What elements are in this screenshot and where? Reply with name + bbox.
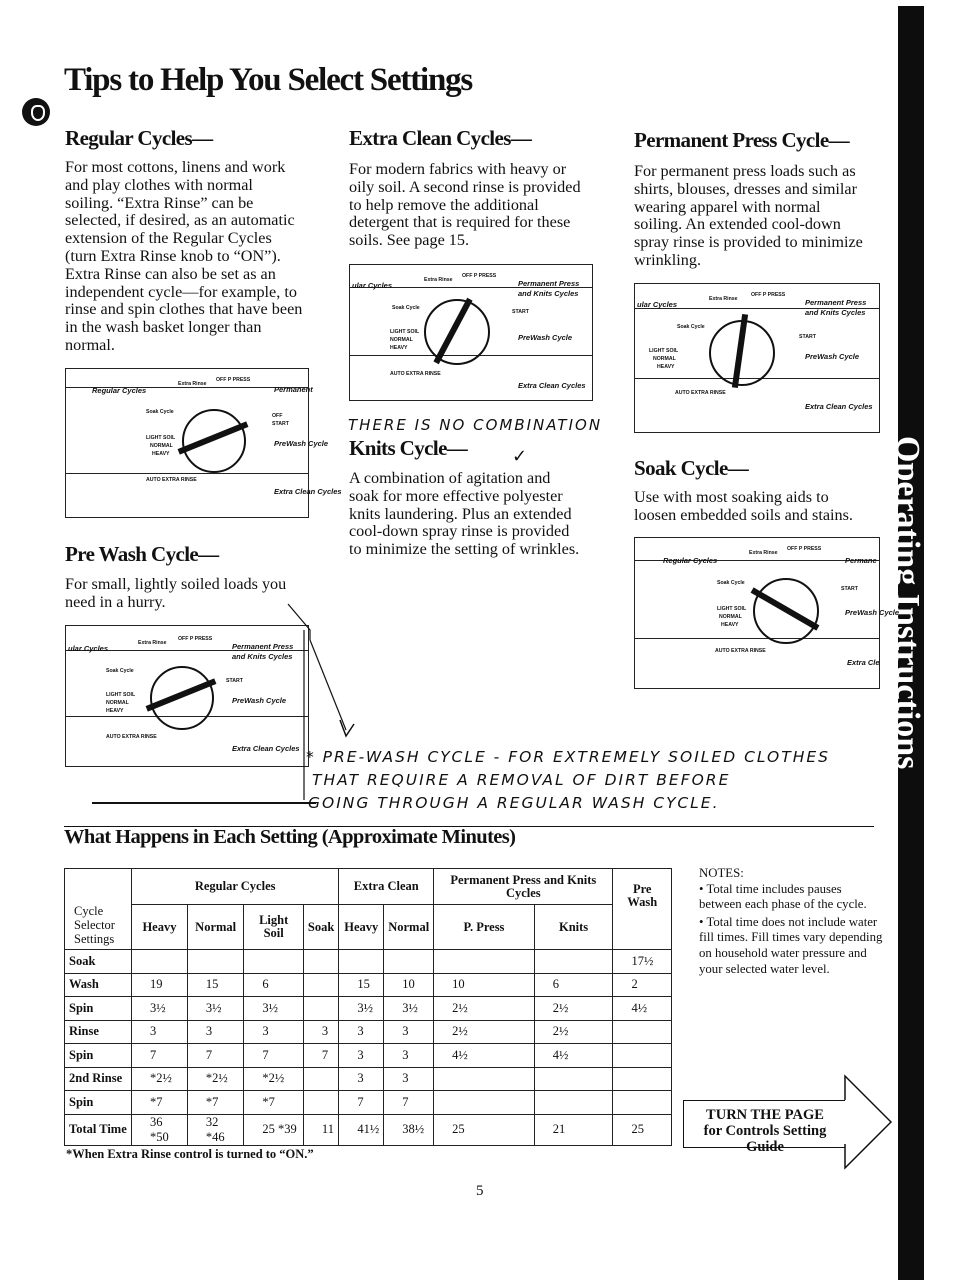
page-title: Tips to Help You Select Settings [64,62,473,98]
dial-diagram-regular: Regular Cycles Extra Rinse OFF P PRESS Permanent Soak Cycle OFF START PreWash Cycle LIGHT SOIL NORMAL HEAVY AUTO EXTRA RINSE Extra Clean Cycles [65,368,309,518]
dial-diagram-permanent-press: ular Cycles Extra Rinse OFF P PRESS Permanent Press and Knits Cycles Soak Cycle START PreWash Cycle LIGHT SOIL NORMAL HEAVY AUTO EXTRA RINSE Extra Clean Cycles [634,283,880,433]
table-row: Wash 19 15 6 15 10 10 6 2 [65,973,672,997]
notes: NOTES: • Total time includes pauses between each phase of the cycle. • Total time does not include water fill times. Fill times vary depending on household water pressure and your selected water level. [699,866,885,977]
prewash-text: For small, lightly soiled loads you need in a hurry. [65,575,287,611]
divider-left [92,802,316,804]
bullet-icon [22,98,50,126]
table-row: Spin *7 *7 *7 7 7 [65,1091,672,1115]
prewash-heading: Pre Wash Cycle— [65,542,219,566]
settings-time-table: Regular Cycles Extra Clean Permanent Press and Knits Cycles Pre Wash Heavy Normal Light Soil Soak Heavy Normal P. Press Knits Soak 17½ Wash 19 15 6 15 10 10 6 2 Spin 3½ 3½ 3½ 3½ 3½ 2½ 2½ 4½ Rinse 3 3 3 3 3 3 2½ 2½ Spin 7 7 7 7 3 3 4½ 4½ 2nd Rinse *2½ *2½ *2½ 3 3 Spin *7 *7 *7 7 7 Total Time 36 *50 32 *46 25 *39 11 41½ 38½ 25 21 25 [64,868,672,1146]
note-item: • Total time includes pauses between each phase of the cycle. [699,881,867,912]
table-title: What Happens in Each Setting (Approximate Minutes) [64,826,516,848]
table-footnote: *When Extra Rinse control is turned to “ON.” [66,1147,314,1161]
handwritten-note-line-1: * PRE-WASH CYCLE - FOR EXTREMELY SOILED CLOTHES [306,748,831,766]
table-row: Spin 7 7 7 7 3 3 4½ 4½ [65,1044,672,1068]
extra-clean-heading: Extra Clean Cycles— [349,126,532,150]
regular-cycles-text: For most cottons, linens and work and play clothes with normal soiling. “Extra Rinse” can be selected, if desired, as an automatic extension of the Regular Cycles (turn Extra Rinse knob to “ON”). Extra Rinse can also be set as an independent cycle—for example, to rinse and spin clothes that have been in the wash basket longer than normal. [65,158,303,354]
knits-text: A combination of agitation and soak for more effective polyester knits laundering. Plus an extended cool-down spray rinse is provided to minimize the setting of wrinkles. [349,469,580,559]
table-corner-label: Cycle Selector Settings [74,904,115,946]
soak-heading: Soak Cycle— [634,456,749,480]
table-row: 2nd Rinse *2½ *2½ *2½ 3 3 [65,1067,672,1091]
dial-diagram-extra-clean: ular Cycles Extra Rinse OFF P PRESS Permanent Press and Knits Cycles Soak Cycle START PreWash Cycle LIGHT SOIL NORMAL HEAVY AUTO EXTRA RINSE Extra Clean Cycles [349,264,593,401]
page-number: 5 [476,1183,484,1199]
table-row: Spin 3½ 3½ 3½ 3½ 3½ 2½ 2½ 4½ [65,997,672,1021]
table-row: Soak 17½ [65,950,672,974]
permanent-press-heading: Permanent Press Cycle— [634,128,850,152]
table-row: Total Time 36 *50 32 *46 25 *39 11 41½ 38½ 25 21 25 [65,1114,672,1145]
group-extra-clean: Extra Clean [339,869,434,905]
side-tab-label: Operating Instructions [889,436,926,770]
handwritten-note-line-2: THAT REQUIRE A REMOVAL OF DIRT BEFORE [312,771,731,789]
extra-clean-text: For modern fabrics with heavy or oily soil. A second rinse is provided to help remove the additional detergent that is required for these soils. See page 15. [349,160,581,250]
dial-diagram-prewash: ular Cycles Extra Rinse OFF P PRESS Permanent Press and Knits Cycles Soak Cycle START PreWash Cycle LIGHT SOIL NORMAL HEAVY AUTO EXTRA RINSE Extra Clean Cycles [65,625,309,767]
table-row: Rinse 3 3 3 3 3 3 2½ 2½ [65,1020,672,1044]
checkmark-icon: ✓ [512,446,530,467]
turn-page-callout: TURN THE PAGE for Controls Setting Guide [683,1100,846,1148]
group-prewash: Pre Wash [613,869,672,950]
handwritten-note-line-3: GOING THROUGH A REGULAR WASH CYCLE. [308,794,720,812]
side-tab [889,6,926,1280]
dial-diagram-soak: Regular Cycles Extra Rinse OFF P PRESS Permane Soak Cycle START PreWash Cycle LIGHT SOIL NORMAL HEAVY AUTO EXTRA RINSE Extra Cle [634,537,880,689]
group-regular: Regular Cycles [132,869,339,905]
permanent-press-text: For permanent press loads such as shirts, blouses, dresses and similar wearing apparel with normal soiling. An extended cool-down spray rinse is provided to minimize wrinkling. [634,162,863,269]
arrow-icon [842,1072,894,1174]
group-permanent-press: Permanent Press and Knits Cycles [434,869,613,905]
regular-cycles-heading: Regular Cycles— [65,126,213,150]
knits-heading: Knits Cycle— [349,436,468,460]
handwritten-knits-note: THERE IS NO COMBINATION [348,416,603,434]
note-item: • Total time does not include water fill times. Fill times vary depending on household water pressure and your selected water level. [699,914,883,976]
soak-text: Use with most soaking aids to loosen embedded soils and stains. [634,488,853,524]
